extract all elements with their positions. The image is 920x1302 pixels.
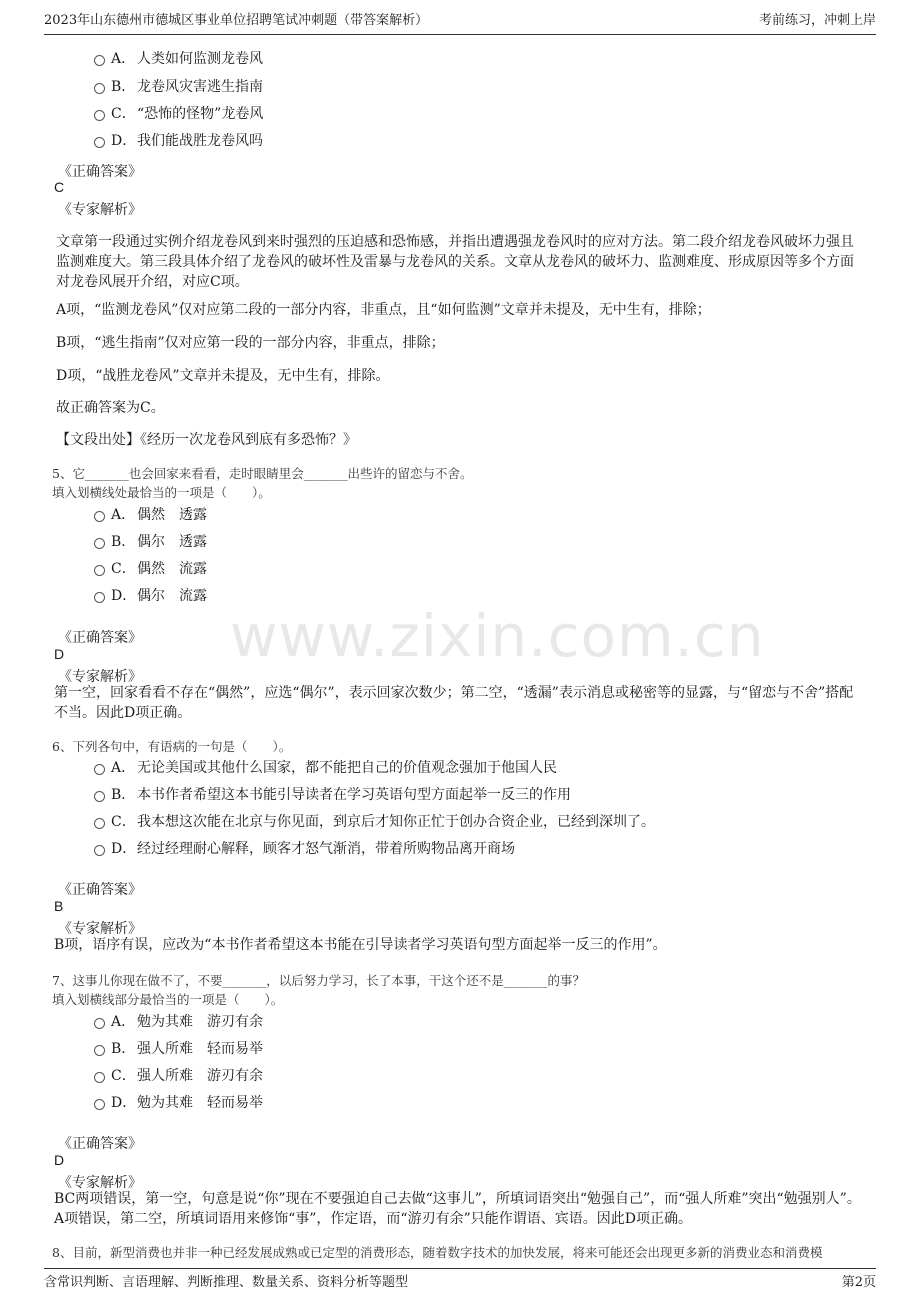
option-q5-c[interactable]: C．偶然 流露 [94, 558, 207, 580]
analysis-paragraph: 第一空，回家看看不存在“偶然”，应选“偶尔”，表示回家次数少；第二空，“透漏”表示消息或秘密等的显露，与“留恋与不舍”搭配不当。因此D项正确。 [54, 685, 854, 721]
analysis-paragraph: B项，语序有误，应改为“本书作者希望这本书能在引导读者学习英语句型方面起举一反三的作用”。 [54, 937, 667, 953]
option-q6-a[interactable]: A． 无论美国或其他什么国家，都不能把自己的价值观念强加于他国人民 [94, 757, 557, 779]
radio-icon[interactable] [94, 592, 105, 603]
option-q6-d[interactable]: D．经过经理耐心解释，顾客才怒气渐消，带着所购物品离开商场 [94, 838, 515, 860]
page-footer [44, 1268, 876, 1293]
question-stem: 5、它_______也会回家来看看，走时眼睛里会_______出些许的留恋与不舍。 [52, 466, 473, 481]
option-q6-c[interactable]: C．我本想这次能在北京与你见面，到京后才知你正忙于创办合资企业，已经到深圳了。 [94, 811, 655, 833]
option-q7-d[interactable]: D．勉为其难 轻而易举 [94, 1092, 263, 1114]
radio-icon[interactable] [94, 1072, 105, 1083]
answer-label: 《正确答案》 [58, 630, 142, 646]
option-q4-a[interactable]: A． 人类如何监测龙卷风 [94, 48, 263, 70]
option-q5-a[interactable]: A． 偶然 透露 [94, 504, 207, 526]
option-q5-b[interactable]: B． 偶尔 透露 [94, 531, 207, 553]
option-q4-c[interactable]: C．“恐怖的怪物”龙卷风 [94, 103, 263, 125]
option-q7-c[interactable]: C．强人所难 游刃有余 [94, 1065, 263, 1087]
watermark: www.zixin.com.cn [230, 602, 765, 670]
radio-icon[interactable] [94, 1099, 105, 1110]
answer-label: 《正确答案》 [58, 164, 142, 180]
analysis-label: 《专家解析》 [58, 921, 142, 937]
radio-icon[interactable] [94, 1045, 105, 1056]
analysis-paragraph: 文章第一段通过实例介绍龙卷风到来时强烈的压迫感和恐怖感，并指出遭遇强龙卷风时的应对方法。第二段介绍龙卷风破坏力强且监测难度大。第三段具体介绍了龙卷风的破坏性及雷暴与龙卷风的关系。文章从龙卷风的破坏力、监测难度、形成原因等多个方面对龙卷风展开介绍，对应C项。 [56, 234, 854, 290]
analysis-paragraph: 故正确答案为C。 [56, 400, 165, 416]
question-stem: 7、这事儿你现在做不了，不要_______，以后努力学习，长了本事，干这个还不是_______的事？ [52, 973, 585, 988]
analysis-label: 《专家解析》 [58, 669, 142, 685]
question-stem: 6、下列各句中，有语病的一句是（ ）。 [52, 739, 292, 754]
question-stem: 8、目前，新型消费也并非一种已经发展成熟或已定型的消费形态，随着数字技术的加快发展，将来可能还会出现更多新的消费业态和消费模 [52, 1245, 823, 1260]
radio-icon[interactable] [94, 83, 105, 94]
page-number: 第2页 [841, 1275, 876, 1290]
radio-icon[interactable] [94, 845, 105, 856]
radio-icon[interactable] [94, 565, 105, 576]
analysis-paragraph: A项，“监测龙卷风”仅对应第二段的一部分内容，非重点，且“如何监测”文章并未提及，无中生有，排除； [56, 302, 711, 318]
option-q4-b[interactable]: B． 龙卷风灾害逃生指南 [94, 76, 263, 98]
option-q4-d[interactable]: D．我们能战胜龙卷风吗 [94, 130, 263, 152]
radio-icon[interactable] [94, 764, 105, 775]
answer-value: D [54, 1152, 65, 1168]
analysis-paragraph: BC两项错误，第一空，句意是说“你”现在不要强迫自己去做“这事儿”，所填词语突出“勉强自己”，而“强人所难”突出“勉强别人”。A项错误，第二空，所填词语用来修饰“事”，作定语，而“游刃有余”只能作谓语、宾语。因此D项正确。 [54, 1191, 861, 1227]
radio-icon[interactable] [94, 538, 105, 549]
question-prompt: 填入划横线部分最恰当的一项是（ ）。 [52, 992, 284, 1007]
radio-icon[interactable] [94, 55, 105, 66]
answer-value: C [54, 179, 65, 195]
option-q7-a[interactable]: A． 勉为其难 游刃有余 [94, 1011, 263, 1033]
answer-label: 《正确答案》 [58, 1136, 142, 1152]
radio-icon[interactable] [94, 511, 105, 522]
option-q7-b[interactable]: B． 强人所难 轻而易举 [94, 1038, 263, 1060]
page-header [44, 8, 876, 35]
answer-value: B [54, 898, 64, 914]
radio-icon[interactable] [94, 1018, 105, 1029]
analysis-label: 《专家解析》 [58, 202, 142, 218]
option-q6-b[interactable]: B． 本书作者希望这本书能引导读者在学习英语句型方面起举一反三的作用 [94, 784, 571, 806]
analysis-paragraph: B项，“逃生指南”仅对应第一段的一部分内容，非重点，排除； [56, 335, 445, 351]
radio-icon[interactable] [94, 137, 105, 148]
document-title: 2023年山东德州市德城区事业单位招聘笔试冲刺题（带答案解析） [44, 13, 429, 28]
source-citation: 【文段出处】《经历一次龙卷风到底有多恐怖？》 [56, 432, 357, 448]
radio-icon[interactable] [94, 818, 105, 829]
answer-label: 《正确答案》 [58, 882, 142, 898]
footer-topics: 含常识判断、言语理解、判断推理、数量关系、资料分析等题型 [44, 1275, 409, 1290]
analysis-paragraph: D项，“战胜龙卷风”文章并未提及，无中生有，排除。 [56, 368, 390, 384]
radio-icon[interactable] [94, 791, 105, 802]
analysis-label: 《专家解析》 [58, 1175, 142, 1191]
radio-icon[interactable] [94, 110, 105, 121]
question-prompt: 填入划横线处最恰当的一项是（ ）。 [52, 485, 271, 500]
answer-value: D [54, 646, 65, 662]
header-slogan: 考前练习，冲刺上岸 [758, 13, 876, 28]
option-q5-d[interactable]: D．偶尔 流露 [94, 585, 207, 607]
